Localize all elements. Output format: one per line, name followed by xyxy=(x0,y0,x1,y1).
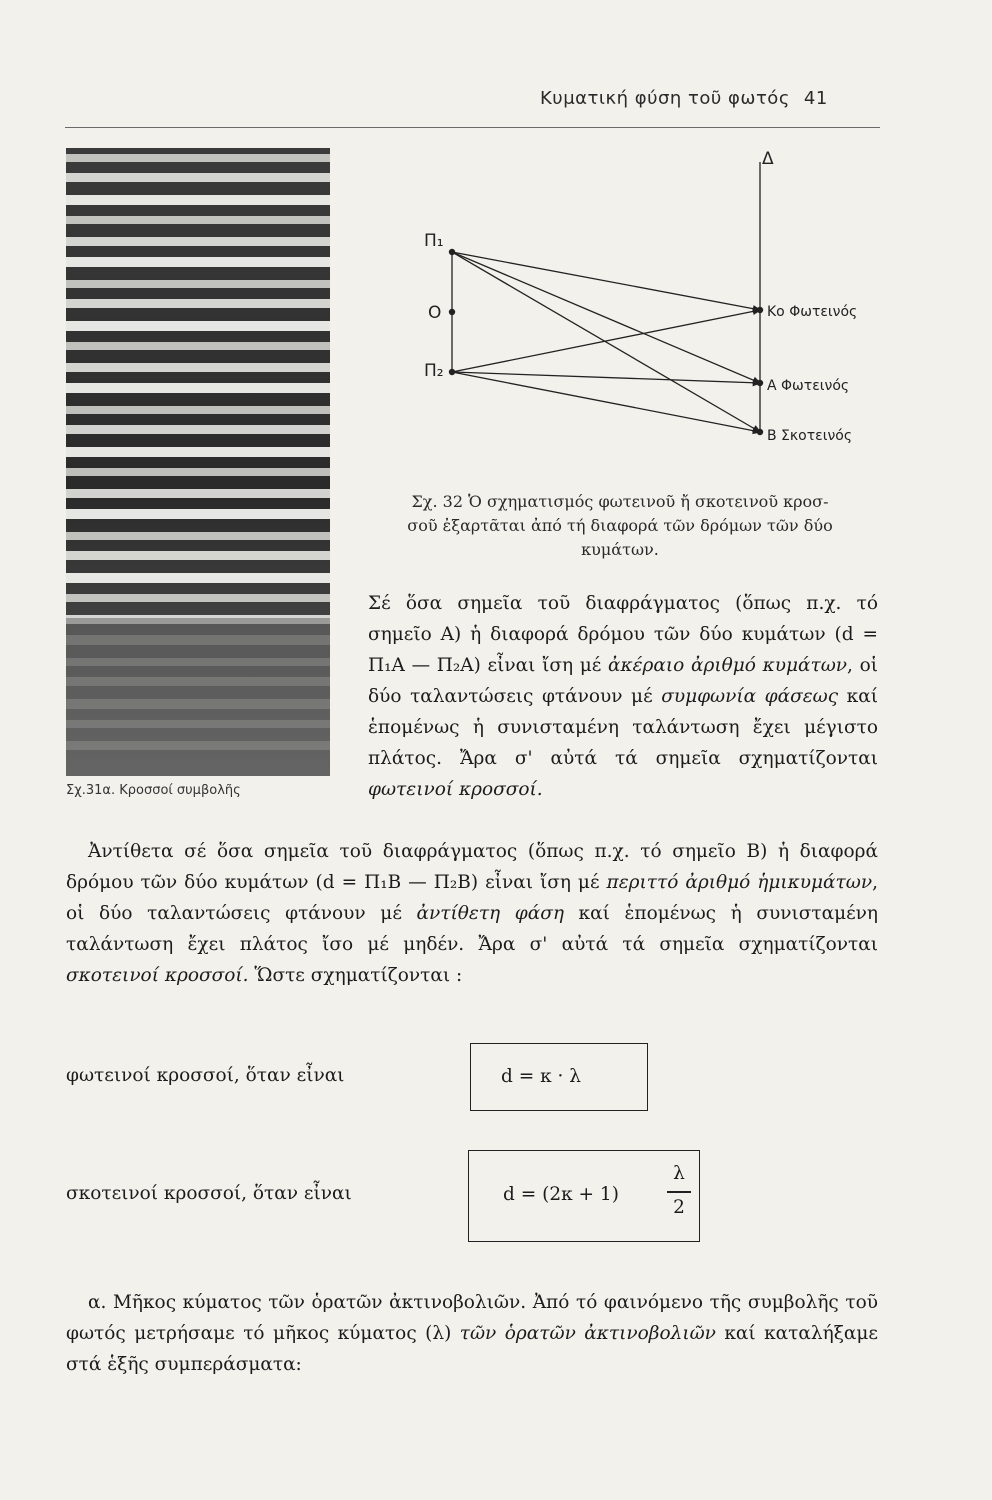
label-slit1: Π₁ xyxy=(424,231,444,251)
fringe-band xyxy=(66,425,330,434)
figure-caption-line: κυμάτων. xyxy=(581,540,659,559)
fringe-band xyxy=(66,321,330,331)
dark-formula: d = (2κ + 1) xyxy=(503,1184,619,1205)
ray-p1-k0 xyxy=(452,252,760,310)
fringe-band xyxy=(66,509,330,519)
paragraph-dark-fringes: Ἀντίθετα σέ ὅσα σημεῖα τοῦ διαφράγματος (ὅπως π.χ. τό σημεῖο Β) ἡ διαφορά δρόμου τῶν δύο κυμάτων (d = Π₁Β — Π₂Β) εἶναι ἴση μέ περιττό ἀριθμό ἡμικυμάτων, οἱ δύο ταλαντώσεις φτάνουν μέ ἀντίθετη φάση καί ἑπομένως ἡ συνισταμένη ταλάντωση ἔχει πλάτος ἴσο μέ μηδέν. Ἄρα σ' αὐτά τά σημεῖα σχηματίζονται σκοτεινοί κροσσοί. Ὥστε σχηματίζονται : xyxy=(66,841,879,986)
fraction-denominator: 2 xyxy=(673,1196,685,1218)
fringe-band xyxy=(66,594,330,602)
label-slit2: Π₂ xyxy=(424,361,444,381)
fringe-band xyxy=(66,573,330,583)
figure-caption-line: Σχ. 32 Ὁ σχηματισμός φωτεινοῦ ἤ σκοτεινοῦ κροσ- xyxy=(411,492,829,511)
label-screen-top: Δ xyxy=(762,149,774,169)
bright-condition-box xyxy=(470,1043,648,1111)
emphasis: τῶν ὁρατῶν ἀκτινοβολιῶν xyxy=(459,1323,716,1344)
fringe-band xyxy=(66,154,330,162)
paragraph-bright-fringes: Σέ ὅσα σημεῖα τοῦ διαφράγματος (ὅπως π.χ. τό σημεῖο Α) ἡ διαφορά δρόμου τῶν δύο κυμάτων (d = Π₁Α — Π₂Α) εἶναι ἴση μέ ἀκέραιο ἀριθμό κυμάτων, οἱ δύο ταλαντώσεις φτάνουν μέ συμφωνία φάσεως καί ἑπομένως ἡ συνισταμένη ταλάντωση ἔχει μέγιστο πλάτος. Ἄρα σ' αὐτά τά σημεῖα σχηματίζονται φωτεινοί κροσσοί. xyxy=(368,593,878,800)
slit-2-dot xyxy=(449,369,455,375)
fringes-photo xyxy=(66,148,330,776)
label-b: Β Σκοτεινός xyxy=(767,428,853,444)
figure-caption-line: σοῦ ἐξαρτᾶται ἀπό τή διαφορά τῶν δρόμων τῶν δύο xyxy=(407,516,833,535)
photo-caption: Σχ.31α. Κροσσοί συμβολῆς xyxy=(66,783,241,798)
fringe-band xyxy=(66,173,330,182)
fringe-band xyxy=(66,383,330,393)
fringe-band xyxy=(66,342,330,350)
ray-p1-b xyxy=(452,252,760,432)
emphasis: σκοτεινοί κροσσοί. xyxy=(66,965,249,986)
fringe-band xyxy=(66,489,330,498)
fraction-numerator: λ xyxy=(673,1163,685,1184)
fringe-band xyxy=(66,280,330,288)
bright-formula: d = κ · λ xyxy=(501,1066,582,1087)
paragraph-wavelength: α. Μῆκος κύματος τῶν ὁρατῶν ἀκτινοβολιῶν. Ἀπό τό φαινόμενο τῆς συμβολῆς τοῦ φωτός μετρήσαμε τό μῆκος κύματος (λ) τῶν ὁρατῶν ἀκτινοβολιῶν καί καταλήξαμε στά ἑξῆς συμπεράσματα: xyxy=(66,1292,878,1375)
center-dot xyxy=(449,309,455,315)
emphasis: ἀκέραιο ἀριθμό κυμάτων xyxy=(608,655,848,676)
ray-diagram xyxy=(410,140,900,450)
fringe-band xyxy=(66,447,330,457)
fringe-band xyxy=(66,257,330,267)
emphasis: ἀντίθετη φάση xyxy=(416,903,564,924)
fringe-band xyxy=(66,195,330,205)
emphasis: περιττό ἀριθμό ἡμικυμάτων xyxy=(606,872,873,893)
fringe-band xyxy=(66,468,330,476)
label-center: Ο xyxy=(428,303,442,323)
page-number: 41 xyxy=(803,88,828,109)
label-k0: Κο Φωτεινός xyxy=(767,304,858,320)
fringe-band xyxy=(66,551,330,560)
fraction-bar xyxy=(667,1191,691,1193)
k0-dot xyxy=(757,307,763,313)
b-dot xyxy=(757,429,763,435)
slit-1-dot xyxy=(449,249,455,255)
emphasis: φωτεινοί κροσσοί. xyxy=(368,779,543,800)
chapter-title: Κυματική φύση τοῦ φωτός xyxy=(540,88,790,109)
dark-condition-label: σκοτεινοί κροσσοί, ὅταν εἶναι xyxy=(66,1183,352,1204)
fringe-band xyxy=(66,237,330,246)
dark-condition-box xyxy=(468,1150,700,1242)
fraction xyxy=(667,1163,691,1218)
fringe-band xyxy=(66,363,330,372)
fringe-band xyxy=(66,216,330,224)
fringe-band xyxy=(66,532,330,540)
header-rule xyxy=(65,127,880,128)
a-dot xyxy=(757,380,763,386)
figure-caption xyxy=(360,490,880,562)
fringe-band xyxy=(66,299,330,308)
fringe-band xyxy=(66,406,330,414)
bright-condition-label: φωτεινοί κροσσοί, ὅταν εἶναι xyxy=(66,1065,345,1086)
running-head xyxy=(540,88,840,109)
label-a: Α Φωτεινός xyxy=(767,378,850,394)
emphasis: συμφωνία φάσεως xyxy=(661,686,839,707)
